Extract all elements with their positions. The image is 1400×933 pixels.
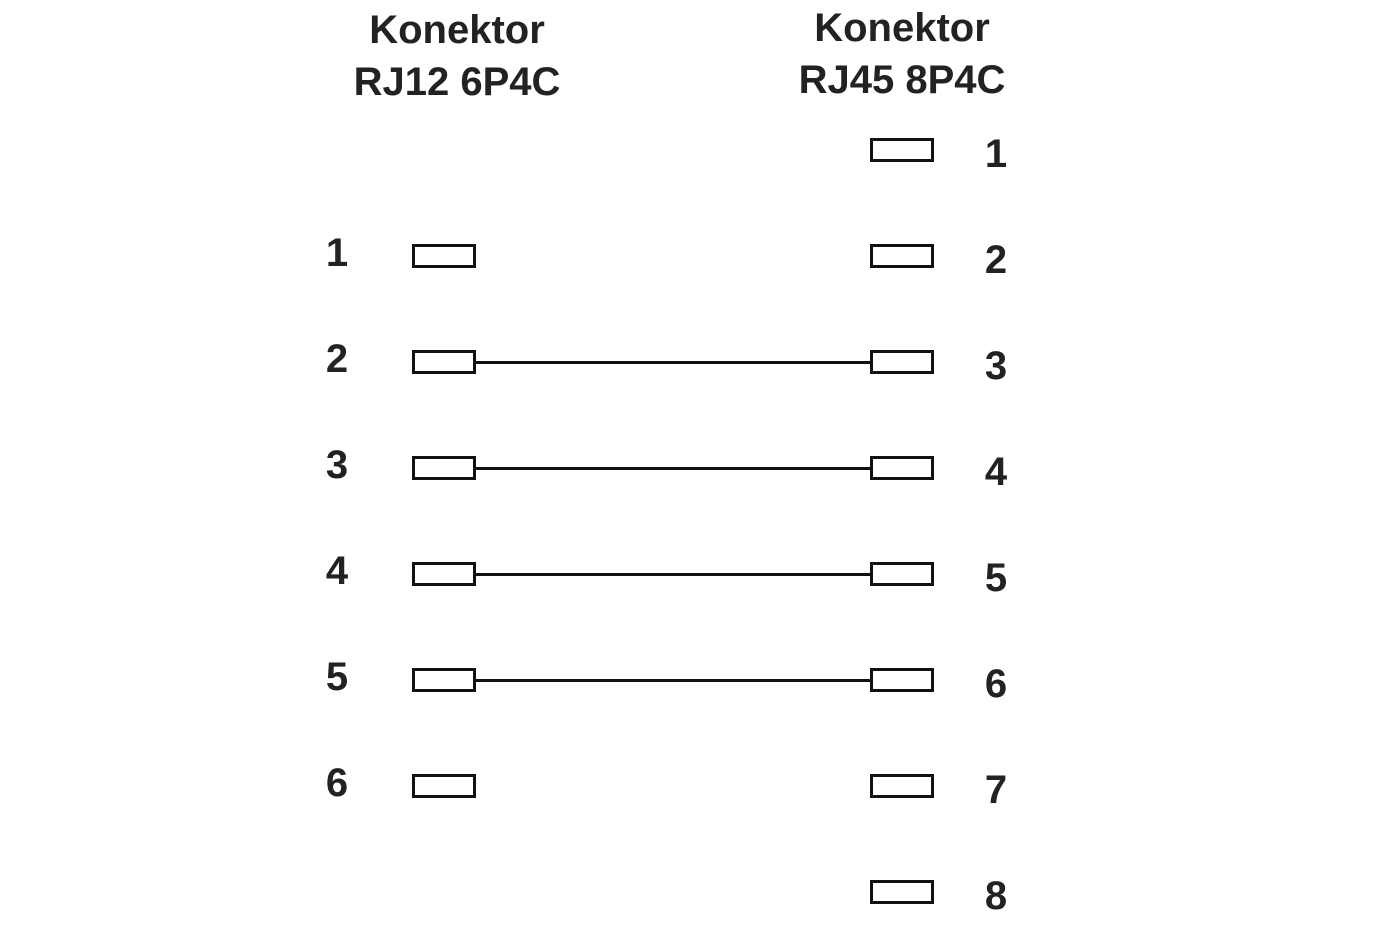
left_connector-pin-label-1: 1 <box>325 231 349 275</box>
left_connector-pin-label-5: 5 <box>325 655 349 699</box>
right_connector-pin-contact-7 <box>870 774 934 798</box>
right-connector-title-line2: RJ45 8P4C <box>798 58 1006 102</box>
right_connector-pin-contact-8 <box>870 880 934 904</box>
right_connector-pin-label-3: 3 <box>984 344 1008 388</box>
right-connector-title <box>742 2 1062 106</box>
left_connector-pin-label-3: 3 <box>325 443 349 487</box>
right_connector-pin-label-2: 2 <box>984 238 1008 282</box>
left_connector-pin-label-2: 2 <box>325 337 349 381</box>
right_connector-pin-contact-1 <box>870 138 934 162</box>
right_connector-pin-contact-3 <box>870 350 934 374</box>
right_connector-pin-contact-2 <box>870 244 934 268</box>
right_connector-pin-label-7: 7 <box>984 768 1008 812</box>
left-connector-title-line2: RJ12 6P4C <box>353 60 561 104</box>
right_connector-pin-label-5: 5 <box>984 556 1008 600</box>
left_connector-pin-label-4: 4 <box>325 549 349 593</box>
right-connector-title-line1: Konektor <box>814 6 990 50</box>
left_connector-pin-contact-2 <box>412 350 476 374</box>
right_connector-pin-label-1: 1 <box>984 132 1008 176</box>
right_connector-pin-contact-5 <box>870 562 934 586</box>
left_connector-pin-contact-5 <box>412 668 476 692</box>
right_connector-pin-contact-4 <box>870 456 934 480</box>
right_connector-pin-label-4: 4 <box>984 450 1008 494</box>
left_connector-pin-label-6: 6 <box>325 761 349 805</box>
wire-4-to-5 <box>476 573 870 576</box>
right_connector-pin-label-8: 8 <box>984 874 1008 918</box>
left_connector-pin-contact-4 <box>412 562 476 586</box>
left_connector-pin-contact-1 <box>412 244 476 268</box>
wire-3-to-4 <box>476 467 870 470</box>
right_connector-pin-contact-6 <box>870 668 934 692</box>
left_connector-pin-contact-3 <box>412 456 476 480</box>
left-connector-title-line1: Konektor <box>369 8 545 52</box>
left-connector-title <box>297 4 617 108</box>
left_connector-pin-contact-6 <box>412 774 476 798</box>
wire-2-to-3 <box>476 361 870 364</box>
wire-5-to-6 <box>476 679 870 682</box>
right_connector-pin-label-6: 6 <box>984 662 1008 706</box>
